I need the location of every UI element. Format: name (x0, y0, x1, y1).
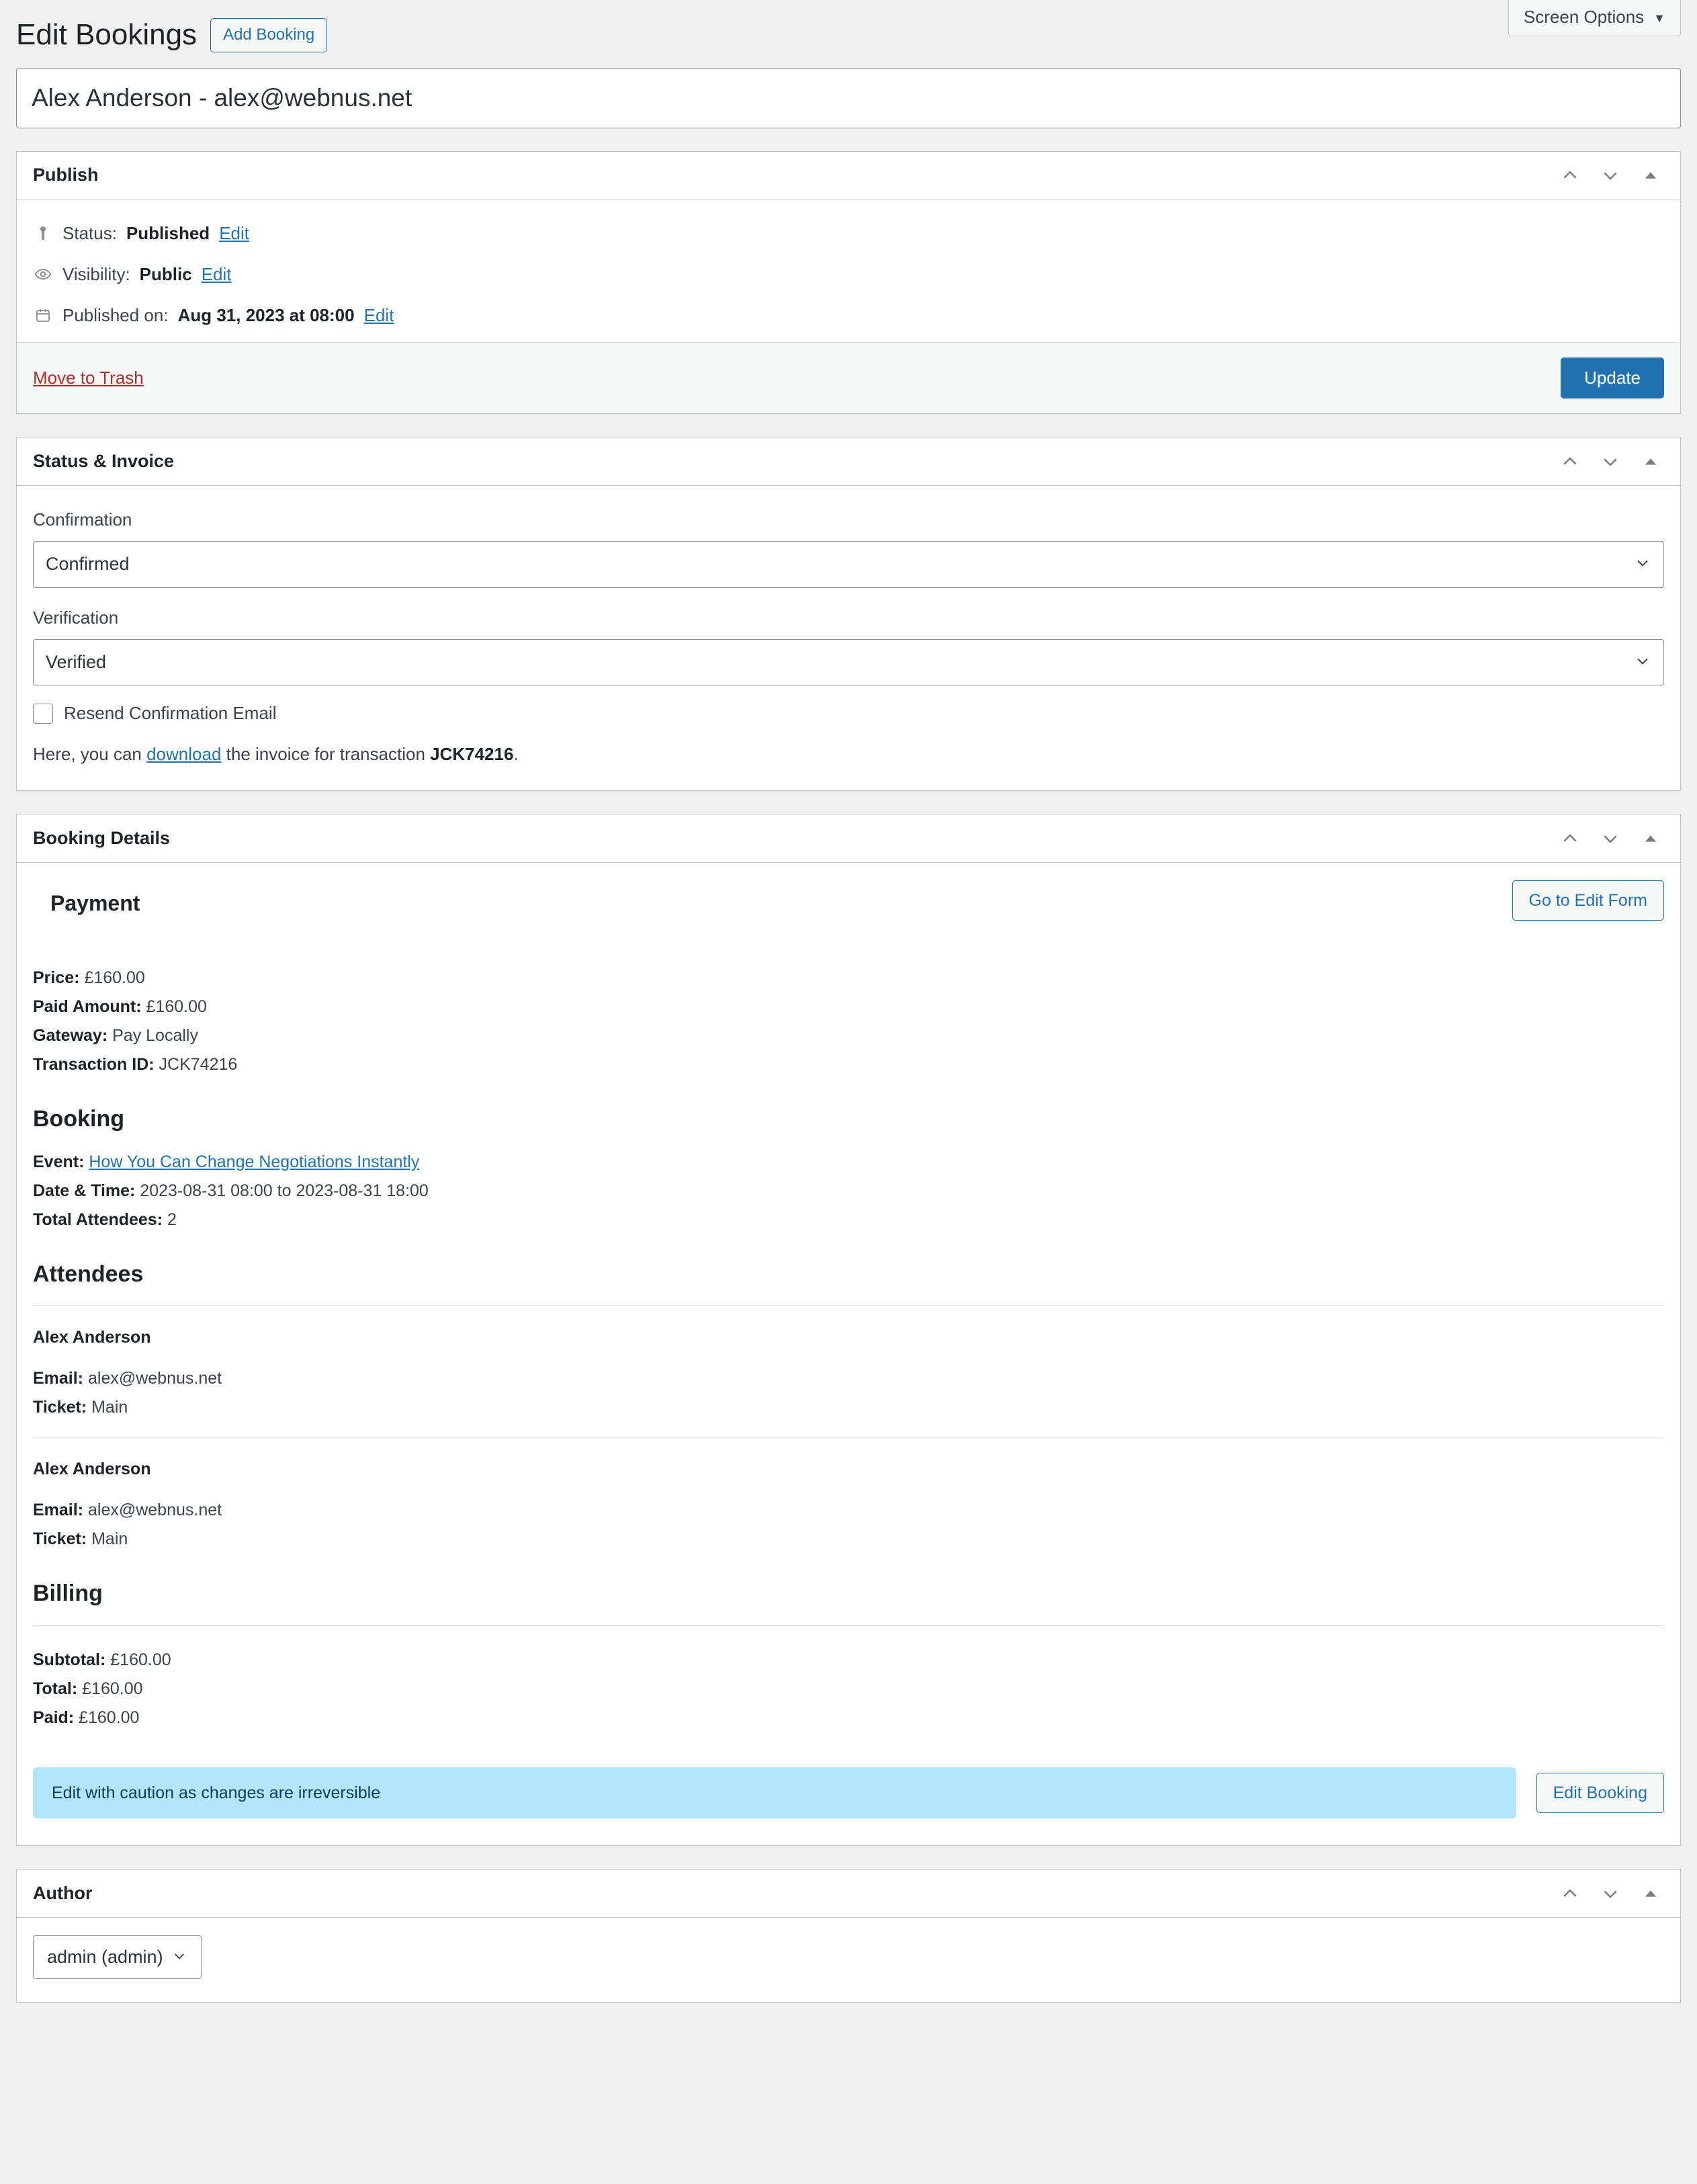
booking-details-title: Booking Details (33, 827, 171, 848)
invoice-download-link[interactable]: download (146, 744, 222, 765)
billing-heading: Billing (33, 1581, 103, 1607)
payment-row (33, 1050, 1664, 1079)
invoice-note (33, 741, 1664, 767)
chevron-down-icon: ▼ (1653, 11, 1665, 25)
gateway-label: Gateway: (33, 1026, 108, 1046)
move-up-icon[interactable] (1551, 443, 1589, 480)
page-header (16, 0, 1681, 68)
gateway-value: Pay Locally (112, 1026, 198, 1046)
status-invoice-title: Status & Invoice (33, 450, 175, 471)
billing-details (33, 1628, 1664, 1732)
status-invoice-header (17, 437, 1680, 486)
attendee-email-value: alex@webnus.net (87, 1369, 222, 1388)
move-down-icon[interactable] (1592, 820, 1629, 857)
divider (33, 1625, 1664, 1626)
total-attendees-label: Total Attendees: (33, 1210, 163, 1229)
toggle-panel-icon[interactable] (1632, 443, 1669, 480)
paid-value: £160.00 (79, 1708, 140, 1727)
attendees-heading: Attendees (33, 1261, 144, 1287)
author-select[interactable] (33, 1935, 202, 1979)
datetime-label: Date & Time: (33, 1181, 136, 1200)
datetime-row (33, 1177, 1664, 1206)
publish-major-actions (17, 342, 1680, 413)
attendee-email-row (33, 1496, 1664, 1525)
status-invoice-body (17, 486, 1680, 790)
verification-select[interactable] (33, 639, 1664, 685)
go-to-edit-form-button[interactable]: Go to Edit Form (1512, 880, 1664, 921)
billing-row (33, 1646, 1664, 1675)
payment-row (33, 964, 1664, 993)
verification-label: Verification (33, 607, 119, 628)
toggle-panel-icon[interactable] (1632, 1875, 1669, 1913)
edit-caution-notice: Edit with caution as changes are irreversible (33, 1767, 1516, 1819)
attendee-ticket-value: Main (91, 1398, 128, 1417)
add-booking-button[interactable]: Add Booking (210, 18, 327, 52)
status-invoice-postbox (16, 437, 1681, 791)
attendee-email-value: alex@webnus.net (87, 1501, 222, 1520)
invoice-transaction-id: JCK74216 (430, 744, 514, 765)
attendee-email-label: Email: (33, 1369, 84, 1388)
author-postbox (16, 1869, 1681, 2003)
transaction-id-label: Transaction ID: (33, 1055, 155, 1075)
author-handle-actions (1551, 1875, 1669, 1913)
screen-options-bar (1508, 0, 1681, 36)
published-on-edit-link[interactable]: Edit (363, 304, 394, 325)
event-link[interactable]: How You Can Change Negotiations Instantly (89, 1152, 420, 1171)
price-value: £160.00 (84, 968, 145, 988)
booking-details-body (17, 863, 1680, 1845)
booking-details-postbox (16, 814, 1681, 1846)
billing-row (33, 1675, 1664, 1704)
payment-row (33, 993, 1664, 1021)
payment-details (33, 964, 1664, 1079)
invoice-note-suffix: . (513, 744, 519, 765)
attendee-item (33, 1308, 1664, 1422)
move-up-icon[interactable] (1551, 820, 1589, 857)
resend-confirmation-row[interactable] (33, 703, 1664, 724)
status-edit-link[interactable]: Edit (219, 222, 249, 243)
author-select-wrap (33, 1935, 202, 1979)
verification-select-wrap (33, 639, 1664, 685)
attendee-email-row (33, 1364, 1664, 1393)
attendee-fields (33, 1496, 1664, 1554)
status-label: Status: (62, 222, 117, 243)
attendee-fields (33, 1364, 1664, 1422)
event-label: Event: (33, 1152, 85, 1171)
resend-confirmation-label: Resend Confirmation Email (64, 703, 277, 724)
booking-heading: Booking (33, 1106, 124, 1132)
eye-icon (33, 264, 53, 284)
pin-icon (33, 223, 53, 243)
subtotal-value: £160.00 (110, 1650, 171, 1669)
attendee-ticket-row (33, 1393, 1664, 1422)
payment-header-row (33, 880, 1664, 921)
page-title: Edit Bookings (16, 18, 198, 51)
paid-amount-label: Paid Amount: (33, 997, 142, 1017)
payment-row (33, 1021, 1664, 1050)
publish-misc-actions (17, 200, 1680, 342)
subtotal-label: Subtotal: (33, 1650, 106, 1669)
payment-heading: Payment (50, 891, 140, 916)
event-row (33, 1148, 1664, 1177)
confirmation-label: Confirmation (33, 509, 132, 530)
move-up-icon[interactable] (1551, 1875, 1589, 1913)
publish-postbox-header (17, 152, 1680, 200)
spacer (33, 921, 1664, 964)
screen-options-label: Screen Options (1523, 7, 1645, 27)
status-row (33, 215, 1664, 256)
toggle-panel-icon[interactable] (1632, 157, 1669, 194)
price-label: Price: (33, 968, 80, 988)
publish-postbox (16, 151, 1681, 414)
published-on-label: Published on: (62, 304, 169, 325)
attendee-name: Alex Anderson (33, 1460, 151, 1479)
invoice-note-prefix: Here, you can (33, 744, 147, 765)
visibility-value: Public (139, 263, 192, 284)
total-attendees-row (33, 1206, 1664, 1234)
confirmation-select-wrap (33, 541, 1664, 587)
booking-title-input[interactable] (16, 68, 1681, 128)
attendee-name: Alex Anderson (33, 1328, 151, 1347)
transaction-id-value: JCK74216 (159, 1055, 238, 1075)
toggle-panel-icon[interactable] (1632, 820, 1669, 857)
author-title: Author (33, 1882, 93, 1903)
edit-notice-row (33, 1767, 1664, 1819)
invoice-note-middle: the invoice for transaction (221, 744, 431, 765)
published-on-value: Aug 31, 2023 at 08:00 (177, 304, 355, 325)
total-label: Total: (33, 1679, 78, 1698)
published-on-row (33, 297, 1664, 338)
paid-label: Paid: (33, 1708, 75, 1727)
attendee-ticket-label: Ticket: (33, 1398, 87, 1417)
update-button[interactable]: Update (1561, 358, 1664, 398)
visibility-edit-link[interactable]: Edit (201, 263, 232, 284)
divider (33, 1305, 1664, 1306)
publish-title: Publish (33, 165, 99, 185)
booking-details-header (17, 814, 1680, 863)
total-value: £160.00 (82, 1679, 143, 1698)
status-value: Published (126, 222, 210, 243)
author-header (17, 1870, 1680, 1918)
paid-amount-value: £160.00 (146, 997, 207, 1017)
edit-booking-button[interactable]: Edit Booking (1536, 1773, 1664, 1813)
attendee-item (33, 1440, 1664, 1554)
attendee-ticket-label: Ticket: (33, 1529, 87, 1549)
resend-confirmation-checkbox[interactable] (33, 704, 53, 724)
move-up-icon[interactable] (1551, 157, 1589, 194)
visibility-label: Visibility: (62, 263, 130, 284)
attendee-email-label: Email: (33, 1501, 84, 1520)
attendee-ticket-row (33, 1525, 1664, 1554)
confirmation-select[interactable] (33, 541, 1664, 587)
datetime-value: 2023-08-31 08:00 to 2023-08-31 18:00 (140, 1181, 429, 1200)
move-down-icon[interactable] (1592, 157, 1629, 194)
publish-postbox-body (17, 200, 1680, 413)
attendee-ticket-value: Main (91, 1529, 128, 1549)
calendar-icon (33, 305, 53, 325)
visibility-row (33, 256, 1664, 297)
billing-row (33, 1704, 1664, 1732)
total-attendees-value: 2 (167, 1210, 177, 1229)
booking-info (33, 1148, 1664, 1234)
publish-handle-actions (1551, 157, 1669, 194)
move-down-icon[interactable] (1592, 1875, 1629, 1913)
move-to-trash-link[interactable]: Move to Trash (33, 367, 144, 388)
booking-details-handle-actions (1551, 820, 1669, 857)
screen-options-button[interactable] (1508, 0, 1681, 36)
author-body (17, 1918, 1680, 2002)
move-down-icon[interactable] (1592, 443, 1629, 480)
status-invoice-handle-actions (1551, 443, 1669, 480)
